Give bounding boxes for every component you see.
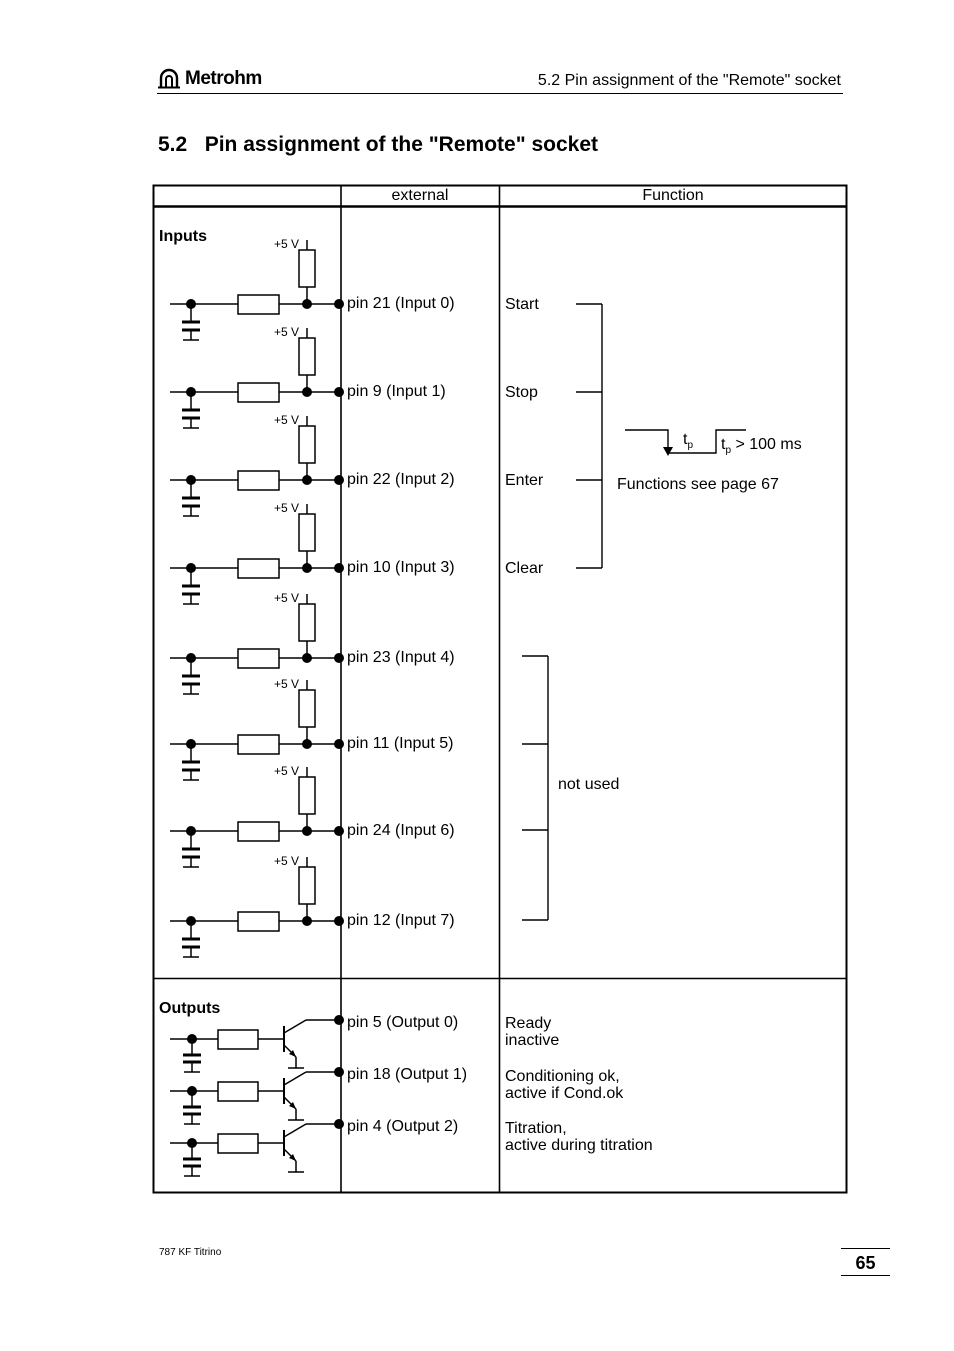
pin-dot	[334, 387, 344, 397]
base-resistor	[218, 1082, 258, 1101]
output-stage	[170, 1119, 344, 1176]
pin-dot	[334, 563, 344, 573]
input-pin-label: pin 22 (Input 2)	[347, 471, 455, 488]
pullup-resistor	[299, 690, 315, 727]
junction-dot	[187, 1138, 197, 1148]
junction-dot	[186, 475, 196, 485]
junction-dot	[302, 739, 312, 749]
pullup-resistor	[299, 604, 315, 641]
junction-dot	[186, 916, 196, 926]
input-pin-label: pin 21 (Input 0)	[347, 295, 455, 312]
table-frame	[153, 186, 847, 1193]
junction-dot	[302, 653, 312, 663]
function-start: Start	[505, 296, 539, 313]
supply-voltage-label: +5 V	[274, 237, 300, 251]
input-pin-label: pin 12 (Input 7)	[347, 912, 455, 929]
output-pin-label: pin 5 (Output 0)	[347, 1014, 459, 1031]
input-pin-label: pin 23 (Input 4)	[347, 649, 455, 666]
pin-dot	[334, 1067, 344, 1077]
junction-dot	[302, 916, 312, 926]
junction-dot	[186, 387, 196, 397]
pin-dot	[334, 475, 344, 485]
pin-dot	[334, 299, 344, 309]
junction-dot	[302, 299, 312, 309]
junction-dot	[186, 299, 196, 309]
input-stage	[170, 240, 344, 340]
column-header-function: Function	[642, 187, 704, 204]
pin-dot	[334, 1015, 344, 1025]
header-section-ref: 5.2 Pin assignment of the "Remote" socket	[537, 72, 841, 89]
inputs-circuit	[170, 240, 344, 957]
series-resistor	[238, 649, 279, 668]
footer-page-rule-bottom	[841, 1275, 890, 1276]
series-resistor	[238, 383, 279, 402]
input-stage	[170, 680, 344, 780]
input-pin-label: pin 11 (Input 5)	[347, 735, 454, 752]
input-stage	[170, 767, 344, 867]
footer-model: 787 KF Titrino	[159, 1247, 222, 1258]
column-header-external: external	[391, 187, 449, 204]
junction-dot	[302, 387, 312, 397]
junction-dot	[186, 826, 196, 836]
supply-voltage-label: +5 V	[274, 591, 300, 605]
junction-dot	[186, 563, 196, 573]
supply-voltage-label: +5 V	[274, 677, 300, 691]
page-title: 5.2 Pin assignment of the "Remote" socket	[158, 133, 599, 156]
pullup-resistor	[299, 777, 315, 814]
page-number: 65	[855, 1253, 876, 1273]
junction-dot	[186, 739, 196, 749]
input-stage	[170, 594, 344, 694]
output-function-0: Ready inactive	[505, 1015, 560, 1049]
footer-page-rule	[841, 1248, 890, 1249]
pin-dot	[334, 1119, 344, 1129]
input-pin-label: pin 24 (Input 6)	[347, 822, 455, 839]
input-stage	[170, 416, 344, 516]
series-resistor	[238, 822, 279, 841]
base-resistor	[218, 1030, 258, 1049]
pin-dot	[334, 916, 344, 926]
junction-dot	[302, 475, 312, 485]
brand-name: Metrohm	[185, 68, 262, 89]
series-resistor	[238, 912, 279, 931]
supply-voltage-label: +5 V	[274, 764, 300, 778]
junction-dot	[186, 653, 196, 663]
input-pin-label: pin 10 (Input 3)	[347, 559, 455, 576]
supply-voltage-label: +5 V	[274, 854, 300, 868]
input-stage	[170, 857, 344, 957]
junction-dot	[302, 563, 312, 573]
junction-dot	[302, 826, 312, 836]
series-resistor	[238, 735, 279, 754]
pulse-tp-label: $t_p$	[683, 431, 694, 452]
input-pin-label: pin 9 (Input 1)	[347, 383, 446, 400]
pullup-resistor	[299, 867, 315, 904]
series-resistor	[238, 295, 279, 314]
supply-voltage-label: +5 V	[274, 413, 300, 427]
series-resistor	[238, 471, 279, 490]
output-stage	[170, 1067, 344, 1124]
junction-dot	[187, 1086, 197, 1096]
pullup-resistor	[299, 250, 315, 287]
function-stop: Stop	[505, 384, 538, 401]
pullup-resistor	[299, 338, 315, 375]
series-resistor	[238, 559, 279, 578]
inputs-label: Inputs	[159, 228, 207, 245]
output-stage	[170, 1015, 344, 1072]
pulse-condition: $t_p > 100$ ms	[721, 436, 802, 457]
pin-dot	[334, 653, 344, 663]
output-pin-label: pin 4 (Output 2)	[347, 1118, 459, 1135]
output-pin-label: pin 18 (Output 1)	[347, 1066, 468, 1083]
outputs-label: Outputs	[159, 1000, 221, 1017]
input-stage	[170, 328, 344, 428]
input-stage	[170, 504, 344, 604]
output-function-1: Conditioning ok, active if Cond.ok	[505, 1068, 624, 1102]
function-not-used: not used	[558, 776, 620, 793]
pin-dot	[334, 739, 344, 749]
pin-dot	[334, 826, 344, 836]
pullup-resistor	[299, 426, 315, 463]
function-enter: Enter	[505, 472, 544, 489]
output-function-2: Titration, active during titration	[505, 1120, 653, 1154]
base-resistor	[218, 1134, 258, 1153]
functions-note: Functions see page 67	[617, 476, 779, 493]
supply-voltage-label: +5 V	[274, 501, 300, 515]
junction-dot	[187, 1034, 197, 1044]
pullup-resistor	[299, 514, 315, 551]
outputs-circuit	[170, 1015, 344, 1176]
function-clear: Clear	[505, 560, 544, 577]
supply-voltage-label: +5 V	[274, 325, 300, 339]
